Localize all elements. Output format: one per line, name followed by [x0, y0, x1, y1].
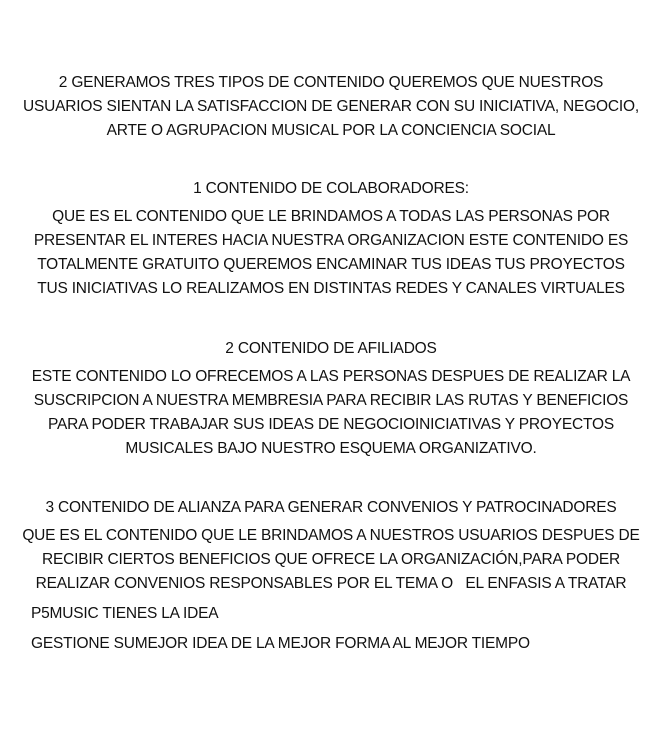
section-1-line-2: PRESENTAR EL INTERES HACIA NUESTRA ORGANIZACION ESTE CONTENIDO ES	[33, 232, 629, 249]
intro-line-3: ARTE O AGRUPACION MUSICAL POR LA CONCIENCIA SOCIAL	[106, 122, 556, 139]
section-2-line-2: SUSCRIPCION A NUESTRA MEMBRESIA PARA RECIBIR LAS RUTAS Y BENEFICIOS	[33, 392, 629, 409]
footer-slogan: GESTIONE SUMEJOR IDEA DE LA MEJOR FORMA AL MEJOR TIEMPO	[31, 635, 530, 652]
section-1-heading: 1 CONTENIDO DE COLABORADORES:	[193, 180, 469, 197]
section-2-heading: 2 CONTENIDO DE AFILIADOS	[225, 340, 437, 357]
section-1-line-4: TUS INICIATIVAS LO REALIZAMOS EN DISTINTAS REDES Y CANALES VIRTUALES	[37, 280, 625, 297]
intro-line-1: 2 GENERAMOS TRES TIPOS DE CONTENIDO QUEREMOS QUE NUESTROS	[58, 74, 604, 91]
section-3-line-2: RECIBIR CIERTOS BENEFICIOS QUE OFRECE LA ORGANIZACIÓN,PARA PODER	[41, 551, 621, 568]
section-2-line-1: ESTE CONTENIDO LO OFRECEMOS A LAS PERSONAS DESPUES DE REALIZAR LA	[31, 368, 631, 385]
section-2-line-4: MUSICALES BAJO NUESTRO ESQUEMA ORGANIZATIVO.	[125, 440, 537, 457]
section-1-line-1: QUE ES EL CONTENIDO QUE LE BRINDAMOS A TODAS LAS PERSONAS POR	[52, 208, 610, 225]
section-2-line-3: PARA PODER TRABAJAR SUS IDEAS DE NEGOCIOINICIATIVAS Y PROYECTOS	[48, 416, 614, 433]
section-3-line-3: REALIZAR CONVENIOS RESPONSABLES POR EL TEMA O EL ENFASIS A TRATAR	[35, 575, 627, 592]
section-1-line-3: TOTALMENTE GRATUITO QUEREMOS ENCAMINAR TUS IDEAS TUS PROYECTOS	[37, 256, 625, 273]
section-3-heading: 3 CONTENIDO DE ALIANZA PARA GENERAR CONVENIOS Y PATROCINADORES	[45, 499, 617, 516]
intro-line-2: USUARIOS SIENTAN LA SATISFACCION DE GENERAR CON SU INICIATIVA, NEGOCIO,	[23, 98, 639, 115]
footer-tagline: P5MUSIC TIENES LA IDEA	[31, 605, 219, 622]
section-3-line-1: QUE ES EL CONTENIDO QUE LE BRINDAMOS A NUESTROS USUARIOS DESPUES DE	[22, 527, 640, 544]
